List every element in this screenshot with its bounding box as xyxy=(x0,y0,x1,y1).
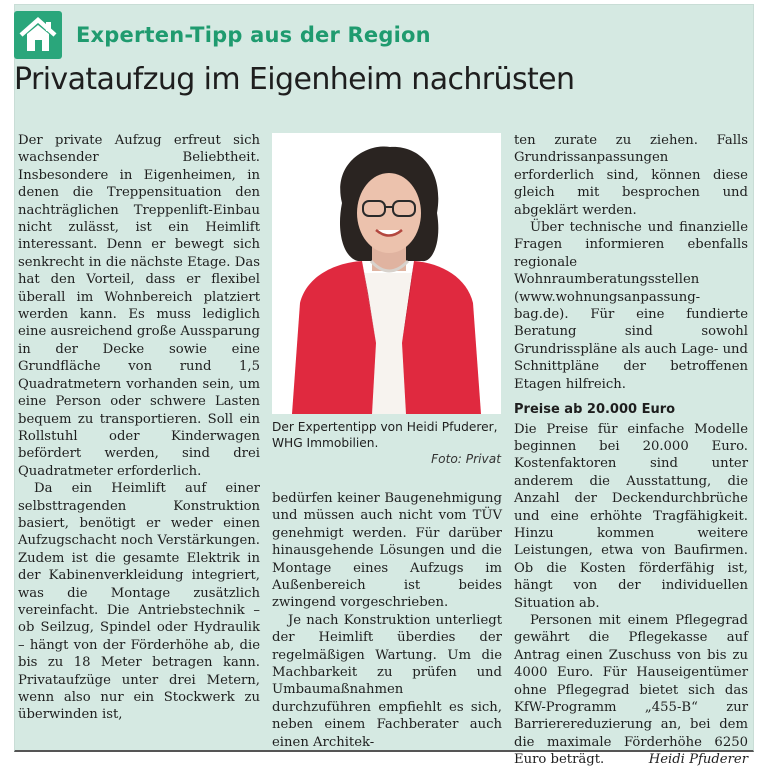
paragraph: Je nach Konstruktion unterliegt der Heimlift überdies der regelmäßigen Wartung. Um die Machbarkeit zu prüfen und Umbaumaßnahmen durchzuführen empfiehlt es sich, neben einem Fachberater auch einen Architek- xyxy=(272,612,502,750)
paragraph: Die Preise für einfache Modelle beginnen bei 20.000 Euro. Kostenfaktoren sind unter anderem die Ausstattung, die Anzahl der Deckendurchbrüche und eine erhöhte Tragfähigkeit. Hinzu kommen weitere Leistungen, etwa von Baufirmen. Ob die Kosten förderfähig ist, hängt von der individuellen Situation ab. xyxy=(514,421,748,611)
author-name: Heidi Pfuderer xyxy=(648,752,748,768)
paragraph: Über technische und finanzielle Fragen informieren ebenfalls regionale Wohnraumberatungsstellen (www.wohnungsanpassung-bag.de). Für eine fundierte Beratung sind sowohl Grundrisspläne als auch Lage- und Schnittpläne der betroffenen Etagen hilfreich. xyxy=(514,220,748,392)
house-icon xyxy=(14,11,62,59)
column-3 xyxy=(514,132,748,769)
photo-credit: Foto: Privat xyxy=(431,452,501,466)
column-1 xyxy=(18,132,260,724)
kicker: Experten-Tipp aus der Region xyxy=(76,23,431,47)
kicker-row xyxy=(14,10,431,60)
section-subhead: Preise ab 20.000 Euro xyxy=(514,402,676,418)
paragraph: Da ein Heimlift auf einer selbsttragenden Konstruktion basiert, benötigt er weder einen Aufzugschacht noch Verstärkungen. Zudem ist die gesamte Elektrik in der Kabinenverkleidung integriert, was die Montage zusätzlich vereinfacht. Die Antriebstechnik – ob Seilzug, Spindel oder Hydraulik – hängt von der Förderhöhe ab, die bis zu 18 Meter betragen kann. Privataufzüge unter drei Metern, wenn also nur ein Stockwerk zu überwinden ist, xyxy=(18,481,260,723)
caption-text: Der Expertentipp von Heidi Pfuderer, WHG Immobilien. xyxy=(272,420,498,450)
paragraph-text: Personen mit einem Pflegegrad gewährt die Pflegekasse auf Antrag einen Zuschuss von bis zu 4000 Euro. Für Hauseigentümer ohne Pflegegrad bietet sich das KfW-Programm „455-B“ zur Barrierereduzierung an, bei dem die maximale Förderhöhe 6250 Euro beträgt. xyxy=(514,612,748,768)
paragraph: bedürfen keiner Baugenehmigung und müssen auch nicht vom TÜV genehmigt werden. Für darüber hinausgehende Lösungen und die Montage eines Aufzugs im Außenbereich ist beides zwingend vorgeschrieben. xyxy=(272,491,502,611)
paragraph: ten zurate zu ziehen. Falls Grundrissanpassungen erforderlich sind, können diese gleich mit besprochen und abgeklärt werden. xyxy=(514,133,748,218)
portrait-photo xyxy=(272,133,501,414)
paragraph: Der private Aufzug erfreut sich wachsender Beliebtheit. Insbesondere in Eigenheimen, in denen die Treppensituation den nachträglichen Treppenlift-Einbau nicht zulässt, ist ein Heimlift interessant. Denn er bewegt sich senkrecht in die nächste Etage. Das hat den Vorteil, dass er flexibel überall im Wohnbereich platziert werden kann. Es muss lediglich eine ausreichend große Aussparung in der Decke sowie eine Grundfläche von rund 1,5 Quadratmetern vorhanden sein, um eine Person oder schwere Lasten bequem zu transportieren. Soll ein Rollstuhl oder Kinderwagen befördert werden, sind drei Quadratmeter erforderlich. xyxy=(18,133,260,479)
column-2 xyxy=(272,490,502,751)
headline: Privataufzug im Eigenheim nachrüsten xyxy=(14,62,575,97)
photo-caption xyxy=(272,419,501,467)
paragraph xyxy=(514,612,748,769)
